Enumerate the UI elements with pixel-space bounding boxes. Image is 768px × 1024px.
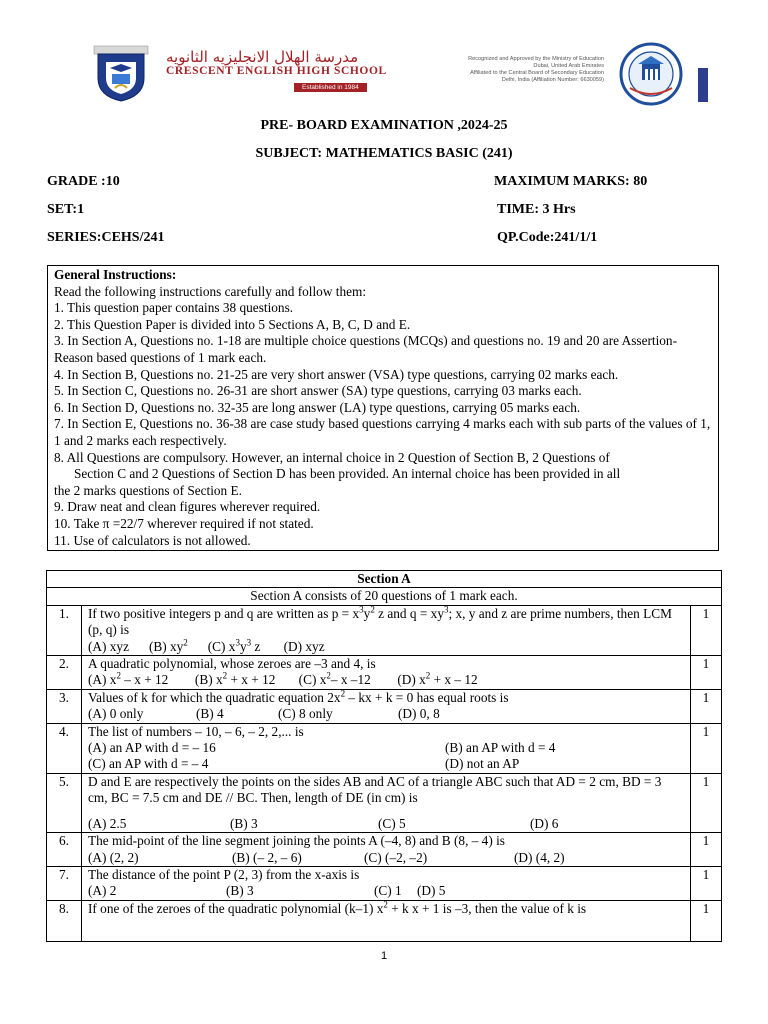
question-marks: 1 (691, 605, 722, 655)
question-number: 8. (47, 900, 82, 941)
question-text-part: ; x, y and z are prime numbers, then LCM (p, q) is (88, 605, 672, 638)
question-text-part: Values of k for which the quadratic equation 2x (88, 689, 341, 705)
option-a-text: (A) x (88, 672, 117, 688)
instruction-item: 9. Draw neat and clean figures wherever required. (54, 499, 321, 515)
grade-label: GRADE :10 (47, 174, 120, 189)
option-c: (C) an AP with d = – 4 (88, 756, 209, 772)
question-row (47, 900, 722, 941)
instruction-item: 3. In Section A, Questions no. 1-18 are multiple choice questions (MCQs) and questions no. 19 and 20 are Assertion- Reason based questions of 1 mark each. (54, 333, 678, 365)
options-row (88, 850, 684, 866)
instruction-item: 7. In Section E, Questions no. 36-38 are case study based questions carrying 4 marks each with sub parts of the values of 1, 1 and 2 marks each respectively. (54, 416, 711, 448)
question-text: The list of numbers – 10, – 6, – 2, 2,... is (88, 723, 304, 739)
question-marks: 1 (691, 866, 722, 900)
option-d (397, 672, 477, 687)
question-number: 1. (47, 605, 82, 655)
school-crest-logo (88, 44, 154, 102)
option-a (88, 672, 168, 687)
question-body (82, 689, 691, 723)
section-subtitle-row (47, 588, 722, 605)
question-body (82, 656, 691, 690)
superscript: 3 (246, 637, 252, 648)
question-text: The mid-point of the line segment joining the points A (–4, 8) and B (8, – 4) is (88, 833, 505, 849)
question-text-part: y (363, 605, 371, 621)
recognition-line: Delhi, India (Affiliation Number: 6630059) (501, 76, 604, 83)
question-row (47, 656, 722, 690)
option-a-text: – x + 12 (120, 672, 169, 688)
options-row (88, 639, 684, 655)
option-b: (B) 3 (226, 883, 254, 899)
question-text: D and E are respectively the points on the sides AB and AC of a triangle ABC such that AD = 2 cm, BD = 3 cm, BC = 7.5 cm and DE // BC. Then, length of DE (in cm) is (88, 773, 662, 806)
superscript: 2 (116, 671, 121, 682)
instruction-item: 5. In Section C, Questions no. 26-31 are short answer (SA) type questions, carrying 03 marks each. (54, 383, 582, 399)
school-header (88, 38, 713, 110)
option-b: (B) (– 2, – 6) (232, 849, 302, 865)
option-b (149, 639, 188, 654)
question-text: A quadratic polynomial, whose zeroes are –3 and 4, is (88, 656, 376, 672)
option-d: (D) 6 (530, 815, 559, 831)
option-a: (A) (2, 2) (88, 849, 139, 865)
question-number: 6. (47, 833, 82, 867)
options-row (88, 756, 684, 772)
instruction-item: 4. In Section B, Questions no. 21-25 are very short answer (VSA) type questions, carrying 02 marks each. (54, 366, 619, 382)
option-b: (B) 4 (196, 706, 224, 722)
question-row (47, 773, 722, 832)
question-text-part: – kx + k = 0 has equal roots is (345, 689, 509, 705)
page-number: 1 (380, 950, 388, 962)
superscript: 2 (425, 671, 431, 682)
superscript: 3 (443, 604, 449, 615)
question-text (88, 901, 684, 917)
option-c-text: (C) x (207, 638, 236, 654)
question-body (82, 833, 691, 867)
option-c: (C) 5 (378, 815, 406, 831)
options-row (88, 706, 684, 722)
question-marks: 1 (691, 900, 722, 941)
recognition-text (416, 56, 604, 84)
superscript: 2 (326, 671, 331, 682)
option-b-text: (B) x (194, 672, 223, 688)
general-instructions-box (47, 265, 719, 551)
option-d: (D) not an AP (445, 756, 520, 772)
options-row (88, 883, 684, 899)
option-d: (D) xyz (283, 638, 325, 654)
question-row (47, 689, 722, 723)
section-title-row (47, 571, 722, 588)
question-marks: 1 (691, 833, 722, 867)
question-text (88, 690, 684, 706)
instruction-item: 11. Use of calculators is not allowed. (54, 532, 251, 548)
question-body (82, 605, 691, 655)
question-text-part: If two positive integers p and q are written as p = x (88, 605, 360, 621)
superscript: 2 (383, 899, 388, 910)
question-text-part: + k x + 1 is –3, then the value of k is (387, 900, 587, 916)
option-b: (B) 3 (230, 815, 258, 831)
options-row (88, 740, 684, 756)
option-d: (D) 5 (417, 883, 446, 899)
question-text: The distance of the point P (2, 3) from the x-axis is (88, 866, 360, 882)
question-body (82, 773, 691, 832)
question-number: 2. (47, 656, 82, 690)
superscript: 2 (370, 604, 375, 615)
option-c-text: y (239, 638, 247, 654)
superscript: 3 (359, 604, 364, 615)
option-c (208, 639, 261, 654)
qp-code-label: QP.Code:241/1/1 (497, 230, 598, 245)
header-accent-bar (698, 68, 708, 102)
instruction-item: 8. All Questions are compulsory. However, an internal choice in 2 Question of Section B, 2 Questions of (54, 449, 610, 465)
established-badge: Established in 1984 (294, 83, 367, 92)
question-text-part: If one of the zeroes of the quadratic polynomial (k–1) x (88, 900, 384, 916)
option-d: (D) (4, 2) (514, 849, 565, 865)
question-marks: 1 (691, 723, 722, 773)
recognition-line: Dubai, United Arab Emirates (533, 62, 604, 69)
option-d: (D) 0, 8 (398, 706, 440, 722)
question-marks: 1 (691, 656, 722, 690)
option-c: (C) (–2, –2) (364, 849, 428, 865)
instruction-item-continued: Section C and 2 Questions of Section D has been provided. An internal choice has been provided in all (74, 466, 621, 482)
option-d-text: + x – 12 (430, 672, 478, 688)
question-number: 4. (47, 723, 82, 773)
option-a: (A) 2.5 (88, 815, 127, 831)
question-row (47, 866, 722, 900)
school-english-name: CRESCENT ENGLISH HIGH SCHOOL (166, 65, 387, 77)
exam-subject: SUBJECT: MATHEMATICS BASIC (241) (255, 146, 513, 161)
question-number: 3. (47, 689, 82, 723)
exam-title: PRE- BOARD EXAMINATION ,2024-25 (260, 118, 508, 133)
option-b: (B) an AP with d = 4 (445, 740, 556, 756)
option-b-text: + x + 12 (227, 672, 276, 688)
instruction-item: 10. Take π =22/7 wherever required if not stated. (54, 515, 314, 531)
instructions-intro: Read the following instructions carefully and follow them: (54, 283, 367, 299)
question-body (82, 723, 691, 773)
options-row (88, 672, 684, 688)
question-row (47, 605, 722, 655)
option-c (299, 672, 371, 687)
school-arabic-name: مدرسة الهلال الانجليزيه الثانويه (166, 48, 359, 66)
time-label: TIME: 3 Hrs (497, 202, 576, 217)
option-c-text: – x –12 (330, 672, 371, 688)
instructions-heading: General Instructions: (54, 267, 177, 282)
option-c-text: z (251, 638, 261, 654)
instruction-item-continued: the 2 marks questions of Section E. (54, 482, 242, 498)
instruction-item: 2. This Question Paper is divided into 5 Sections A, B, C, D and E. (54, 316, 411, 332)
question-number: 5. (47, 773, 82, 832)
recognition-line: Recognized and Approved by the Ministry of Education (468, 56, 604, 62)
option-a: (A) xyz (88, 638, 129, 654)
superscript: 3 (235, 637, 240, 648)
option-c: (C) 8 only (278, 706, 333, 722)
question-marks: 1 (691, 689, 722, 723)
section-subtitle: Section A consists of 20 questions of 1 mark each. (47, 588, 722, 605)
superscript: 2 (340, 688, 346, 699)
superscript: 2 (183, 637, 188, 648)
option-d-text: (D) x (397, 672, 426, 688)
section-a-questions-table (46, 570, 722, 942)
question-text-part: z and q = xy (374, 605, 444, 621)
option-b (195, 672, 275, 687)
option-a: (A) 2 (88, 883, 117, 899)
question-body (82, 900, 691, 941)
set-label: SET:1 (47, 202, 85, 217)
option-a: (A) 0 only (88, 706, 144, 722)
question-row (47, 723, 722, 773)
question-row (47, 833, 722, 867)
question-number: 7. (47, 866, 82, 900)
recognition-line: Affiliated to the Central Board of Secondary Education (470, 69, 604, 76)
question-marks: 1 (691, 773, 722, 832)
question-body (82, 866, 691, 900)
question-text (88, 606, 684, 639)
max-marks-label: MAXIMUM MARKS: 80 (494, 174, 648, 189)
option-c-text: (C) x (298, 672, 327, 688)
series-label: SERIES:CEHS/241 (47, 230, 165, 245)
instruction-item: 6. In Section D, Questions no. 32-35 are long answer (LA) type questions, carrying 05 marks each. (54, 399, 581, 415)
section-title: Section A (47, 571, 722, 588)
option-c: (C) 1 (374, 883, 402, 899)
options-row (88, 816, 684, 832)
instruction-item: 1. This question paper contains 38 questions. (54, 300, 294, 316)
option-a: (A) an AP with d = – 16 (88, 740, 216, 756)
option-b-text: (B) xy (148, 638, 184, 654)
cbse-logo (614, 42, 688, 106)
superscript: 2 (222, 671, 228, 682)
